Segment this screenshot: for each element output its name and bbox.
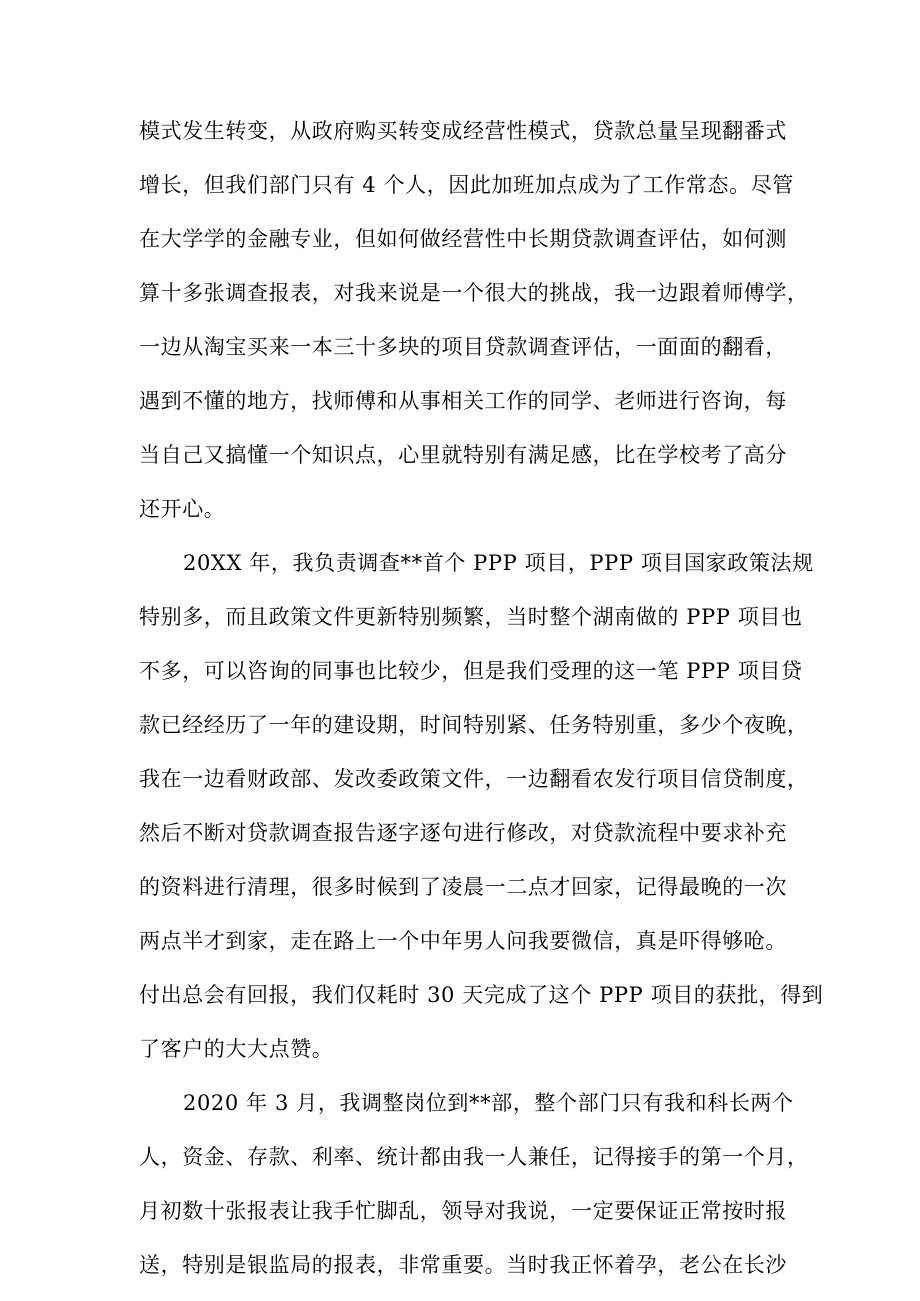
paragraph-1-line-5: 一边从淘宝买来一本三十多块的项目贷款调查评估，一面面的翻看， [139,335,787,359]
paragraph-2-line-4: 款已经经历了一年的建设期，时间特别紧、任务特别重，多少个夜晚， [139,713,809,737]
paragraph-1-line-7: 当自己又搞懂一个知识点，心里就特别有满足感，比在学校考了高分 [139,443,787,467]
paragraph-1-line-3: 在大学学的金融专业，但如何做经营性中长期贷款调查评估，如何测 [139,227,787,251]
paragraph-1-line-6: 遇到不懂的地方，找师傅和从事相关工作的同学、老师进行咨询，每 [139,389,787,413]
paragraph-2-line-10: 了客户的大大点赞。 [139,1037,334,1061]
paragraph-2-line-7: 的资料进行清理，很多时候到了凌晨一二点才回家，记得最晚的一次 [139,875,787,899]
paragraph-2-line-5: 我在一边看财政部、发改委政策文件，一边翻看农发行项目信贷制度， [139,767,809,791]
paragraph-2-line-1: 20XX 年，我负责调查**首个 PPP 项目，PPP 项目国家政策法规 [183,551,814,575]
paragraph-1-line-4: 算十多张调查报表，对我来说是一个很大的挑战，我一边跟着师傅学， [139,281,809,305]
paragraph-2-line-3: 不多，可以咨询的同事也比较少，但是我们受理的这一笔 PPP 项目贷 [139,659,803,683]
paragraph-1-line-8: 还开心。 [139,497,226,521]
paragraph-2-line-2: 特别多，而且政策文件更新特别频繁，当时整个湖南做的 PPP 项目也 [139,605,803,629]
paragraph-1-line-2: 增长，但我们部门只有 4 个人，因此加班加点成为了工作常态。尽管 [139,173,794,197]
paragraph-3-line-3: 月初数十张报表让我手忙脚乱，领导对我说，一定要保证正常按时报 [139,1199,787,1223]
paragraph-2-line-6: 然后不断对贷款调查报告逐字逐句进行修改，对贷款流程中要求补充 [139,821,787,845]
paragraph-1-line-1: 模式发生转变，从政府购买转变成经营性模式，贷款总量呈现翻番式 [139,119,787,143]
paragraph-3-line-2: 人，资金、存款、利率、统计都由我一人兼任，记得接手的第一个月， [139,1145,809,1169]
paragraph-2-line-9: 付出总会有回报，我们仅耗时 30 天完成了这个 PPP 项目的获批，得到 [139,983,824,1007]
paragraph-2-line-8: 两点半才到家，走在路上一个中年男人问我要微信，真是吓得够呛。 [139,929,787,953]
paragraph-3-line-4: 送，特别是银监局的报表，非常重要。当时我正怀着孕，老公在长沙 [139,1253,787,1277]
paragraph-3-line-1: 2020 年 3 月，我调整岗位到**部，整个部门只有我和科长两个 [183,1091,794,1115]
